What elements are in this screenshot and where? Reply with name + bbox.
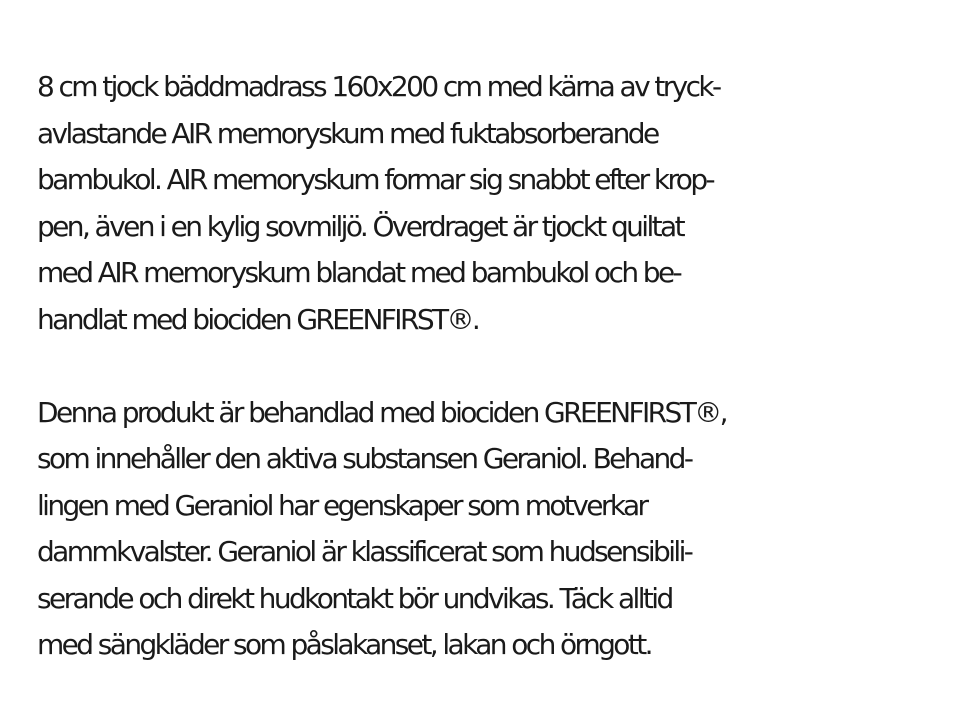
text-line: avlastande AIR memoryskum med fuktabsorberande	[37, 116, 658, 150]
text-line: med AIR memoryskum blandat med bambukol och be-	[37, 256, 681, 289]
description-paragraph-biocide	[37, 390, 937, 669]
text-line: 8 cm tjock bäddmadrass 160x200 cm med kärna av tryck-	[37, 70, 720, 103]
text-line: som innehåller den aktiva substansen Geraniol. Behand-	[37, 442, 692, 475]
text-line: dammkvalster. Geraniol är klassificerat som hudsensibili-	[37, 535, 692, 568]
text-line: handlat med biociden GREENFIRST®.	[37, 302, 479, 336]
text-line: bambukol. AIR memoryskum formar sig snabbt efter krop-	[37, 163, 714, 196]
text-line: pen, även i en kylig sovmiljö. Överdraget är tjockt quiltat	[37, 209, 683, 243]
description-paragraph-product	[37, 64, 937, 343]
product-description	[37, 64, 937, 669]
text-line: Denna produkt är behandlad med biociden GREENFIRST®,	[37, 395, 726, 429]
text-line: med sängkläder som påslakanset, lakan och örngott.	[37, 628, 651, 661]
paragraph-spacer	[37, 343, 937, 390]
text-line: lingen med Geraniol har egenskaper som motverkar	[37, 488, 647, 522]
text-line: serande och direkt hudkontakt bör undvikas. Täck alltid	[37, 581, 672, 615]
